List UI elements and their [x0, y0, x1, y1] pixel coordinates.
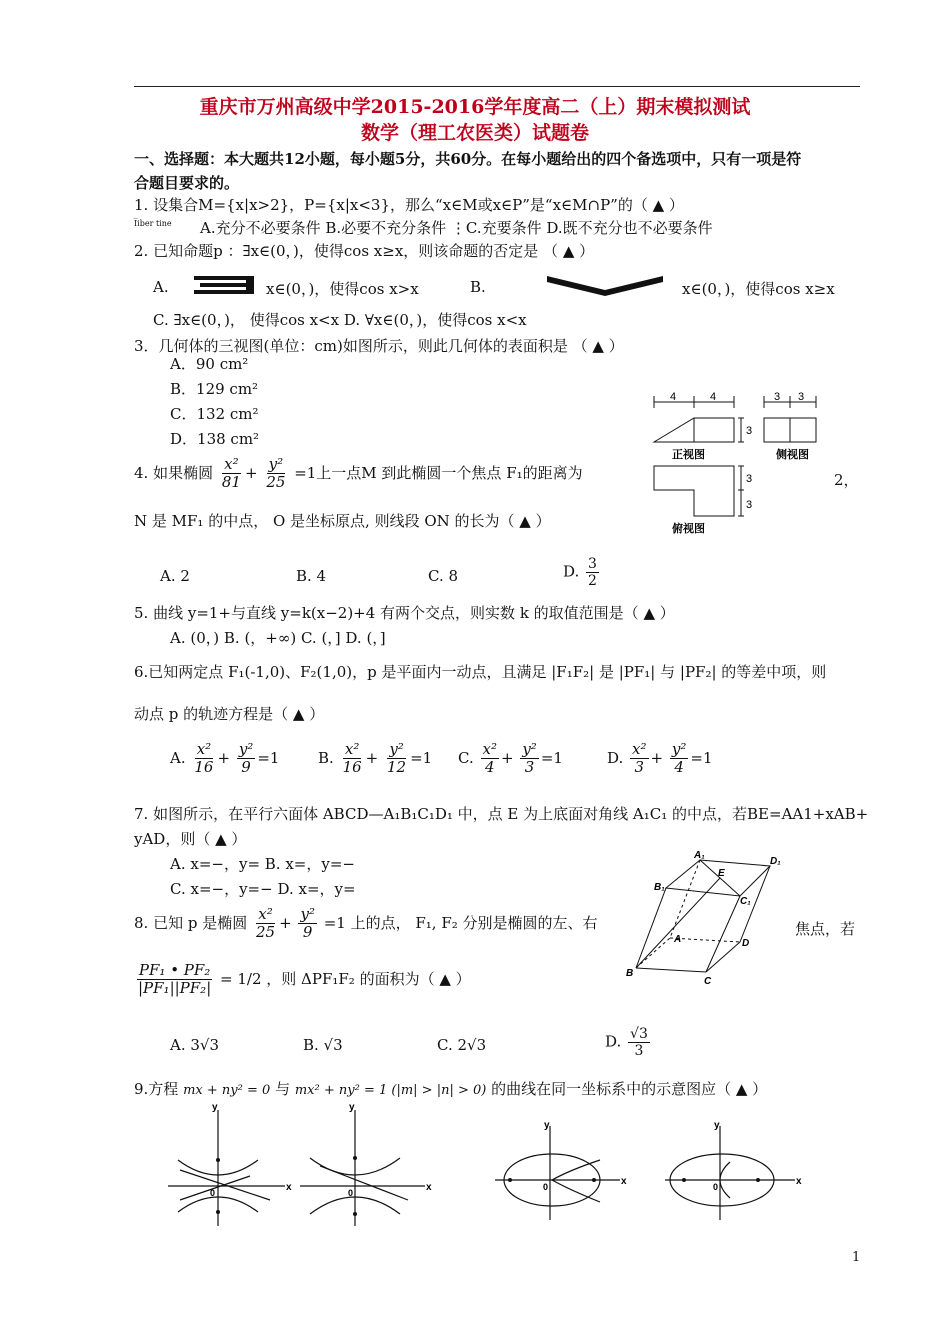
axis-x-label: x [286, 1182, 292, 1193]
label-b1: B₁ [654, 882, 665, 893]
label-a: A [674, 934, 682, 945]
question-1-stem: 1. 设集合M={x|x>2}，P={x|x<3}，那么“x∈M或x∈P”是“x∈M∩P”的（ ▲ ） [134, 196, 684, 214]
section-heading-cont: 合题目要求的。 [134, 174, 240, 192]
top-view-label: 俯视图 [672, 523, 705, 535]
q9-graphs [150, 1100, 810, 1230]
q7-options-ab: A. x=−，y= B. x=，y=− [170, 855, 355, 873]
q6-option-c: C. $\frac{\text{x²}}{4}$ + $\frac{\text{y²}}{3}$ =1 [458, 740, 563, 777]
axis-x-label: x [621, 1176, 627, 1187]
origin-label: 0 [713, 1182, 719, 1192]
page-number: 1 [852, 1250, 861, 1265]
dim-label: 3 [774, 391, 781, 403]
q4-frac-x: $\frac{\text{x²}}{81}$ [221, 455, 241, 492]
origin-label: 0 [543, 1182, 549, 1192]
axis-x-label: x [426, 1182, 432, 1193]
q2-option-b-label: B. [470, 278, 486, 296]
axis-y-label: y [544, 1120, 550, 1131]
label-b: B [626, 968, 634, 979]
q8-text-c: 焦点，若 [795, 920, 856, 938]
q2-option-a-text: x∈(0，)，使得cos x>x [266, 280, 419, 298]
q2-option-b-glyph [545, 272, 665, 298]
q4-text-a: 4. 如果椭圆 [134, 463, 214, 482]
q3-option-c: C．132 cm² [170, 405, 259, 423]
question-1-options: A.充分不必要条件 B.必要不充分条件 ⋮C.充要条件 D.既不充分也不必要条件 [200, 219, 713, 237]
q6-option-b: B. $\frac{\text{x²}}{16}$ + $\frac{\text{y²}}{12}$ =1 [318, 740, 433, 777]
three-view-figure [640, 388, 860, 538]
q2-option-a-glyph [192, 273, 262, 297]
parallelepiped-figure [620, 848, 790, 986]
q4-option-a: A. 2 [160, 567, 190, 585]
origin-label: 0 [348, 1188, 354, 1198]
q6-option-d: D. $\frac{\text{x²}}{3}$ + $\frac{\text{y²}}{4}$ =1 [607, 740, 713, 777]
label-e: E [718, 868, 725, 879]
side-view-label: 侧视图 [776, 449, 809, 461]
q4-text-c: 2， [834, 471, 859, 489]
label-d1: D₁ [770, 856, 781, 867]
dim-label: 3 [746, 499, 753, 511]
axis-y-label: y [212, 1102, 218, 1113]
q4-text-b: =1上一点M 到此椭圆一个焦点 F₁的距离为 [294, 463, 583, 482]
axis-y-label: y [714, 1120, 720, 1131]
q8-option-b: B. √3 [303, 1036, 343, 1054]
q3-option-b: B．129 cm² [170, 380, 259, 398]
dim-label: 4 [710, 391, 717, 403]
q2-option-a-label: A. [153, 278, 169, 296]
question-3-stem: 3．几何体的三视图(单位：cm)如图所示，则此几何体的表面积是 （ ▲ ） [134, 337, 624, 355]
question-5-options: A. (0，) B. (，+∞) C. (，] D. (，] [170, 629, 386, 647]
q4-frac-y: $\frac{\text{y²}}{25}$ [266, 455, 286, 492]
question-2-stem: 2. 已知命题p ：∃x∈(0，)，使得cos x≥x，则该命题的否定是 （ ▲ ） [134, 242, 595, 260]
q8-option-c: C. 2√3 [437, 1036, 487, 1054]
q2-options-cd: C. ∃x∈(0，)， 使得cos x<x D. ∀x∈(0，)，使得cos x<x [153, 311, 527, 329]
header-rule [134, 86, 860, 87]
page-title: 重庆市万州高级中学2015-2016学年度高二（上）期末模拟测试 [199, 96, 751, 118]
q4-option-c: C. 8 [428, 567, 459, 585]
q8-line-2: $\frac{\text{PF₁ • PF₂}}{\text{|PF₁||PF₂|}}$ = 1/2 ，则 ΔPF₁F₂ 的面积为（ ▲ ） [138, 961, 471, 998]
dim-label: 4 [670, 391, 677, 403]
axis-y-label: y [349, 1102, 355, 1113]
q3-option-d: D．138 cm² [170, 430, 260, 448]
q1-mark: I̅iber tine [134, 219, 172, 228]
label-c: C [704, 976, 712, 986]
question-9-stem: 9.方程 mx + ny² = 0 与 mx² + ny² = 1 (|m| > |n| > 0) 的曲线在同一坐标系中的示意图应（ ▲ ） [134, 1080, 768, 1098]
dim-label: 3 [798, 391, 805, 403]
question-7-stem: 7. 如图所示，在平行六面体 ABCD—A₁B₁C₁D₁ 中，点 E 为上底面对角线 A₁C₁ 的中点，若BE=AA1+xAB+ [134, 805, 869, 823]
page-subtitle: 数学（理工农医类）试题卷 [360, 122, 589, 144]
q3-option-a: A．90 cm² [170, 355, 249, 373]
question-6-stem-cont: 动点 p 的轨迹方程是（ ▲ ） [134, 705, 325, 723]
question-4-stem: 4. 如果椭圆 $\frac{\text{x²}}{81}$ + $\frac{\text{y²}}{25}$ =1上一点M 到此椭圆一个焦点 F₁的距离为 [134, 455, 583, 492]
q8-option-a: A. 3√3 [170, 1036, 220, 1054]
origin-label: 0 [210, 1188, 216, 1198]
section-heading: 一、选择题：本大题共12小题，每小题5分，共60分。在每小题给出的四个备选项中，只有一项是符 [134, 150, 802, 168]
q4-line-2: N 是 MF₁ 的中点， O 是坐标原点, 则线段 ON 的长为（ ▲ ） [134, 512, 551, 530]
question-8-stem: 8. 已知 p 是椭圆 $\frac{\text{x²}}{25}$ + $\frac{\text{y²}}{9}$ =1 上的点， F₁, F₂ 分别是椭圆的左、右 [134, 905, 598, 942]
label-c1: C₁ [740, 896, 751, 907]
front-view-label: 正视图 [672, 449, 705, 461]
label-a1: A₁ [694, 850, 705, 861]
dim-label: 3 [746, 473, 753, 485]
q4-option-b: B. 4 [296, 567, 327, 585]
axis-x-label: x [796, 1176, 802, 1187]
q7-options-cd: C. x=−，y=− D. x=，y= [170, 880, 356, 898]
question-7-stem-cont: yAD，则（ ▲ ） [134, 830, 247, 848]
q6-option-a: A. $\frac{\text{x²}}{16}$ + $\frac{\text{y²}}{9}$ =1 [170, 740, 280, 777]
dim-label: 3 [746, 425, 753, 437]
question-6-stem: 6.已知两定点 F₁(-1,0)、F₂(1,0)，p 是平面内一动点，且满足 |F₁F₂| 是 |PF₁| 与 |PF₂| 的等差中项，则 [134, 663, 827, 681]
q4-option-d: D. $\frac{3}{2}$ [563, 556, 597, 590]
q2-option-b-text: x∈(0，)，使得cos x≥x [682, 280, 835, 298]
question-5-stem: 5. 曲线 y=1+与直线 y=k(x−2)+4 有两个交点，则实数 k 的取值范围是（ ▲ ） [134, 604, 675, 622]
label-d: D [742, 938, 750, 949]
q8-option-d: D. $\frac{√3}{3}$ [605, 1026, 648, 1060]
